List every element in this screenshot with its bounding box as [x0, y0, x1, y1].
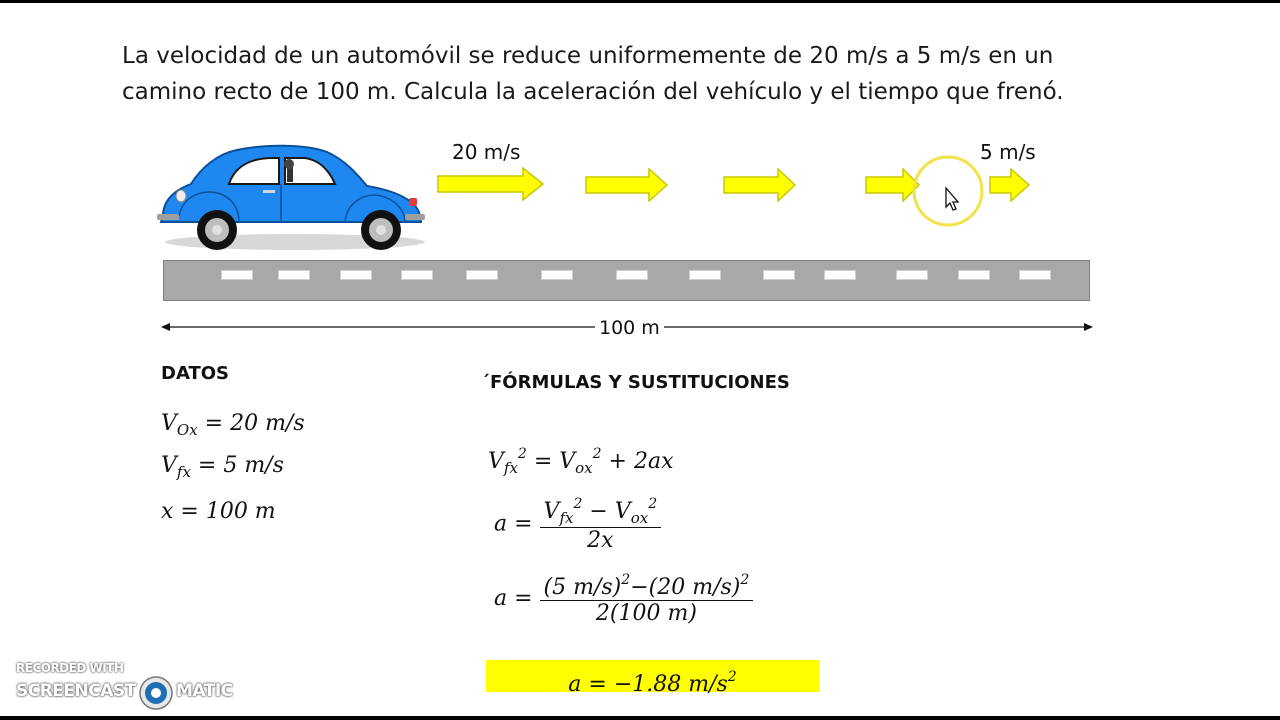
sub-num-minus: − — [630, 575, 649, 600]
formula-equals: = — [526, 449, 560, 474]
initial-velocity-equation — [161, 411, 305, 439]
lane-dash — [466, 270, 498, 280]
acc-num-minus: − — [582, 499, 615, 524]
watermark-brand-a: SCREENCAST — [16, 681, 136, 701]
acceleration-formula — [494, 496, 661, 553]
lane-dash — [616, 270, 648, 280]
velocity-arrow-2-icon — [585, 168, 669, 202]
datos-heading: DATOS — [161, 363, 230, 384]
cursor-highlight-icon — [912, 155, 986, 229]
formula-rest: + 2ax — [601, 449, 674, 474]
lane-dash — [1019, 270, 1051, 280]
problem-line-1: La velocidad de un automóvil se reduce uniformemente de 20 m/s a 5 m/s en un — [122, 43, 1054, 69]
sub-num-a-exp: 2 — [621, 572, 631, 588]
acc-numerator — [540, 496, 662, 528]
bottom-frame-bar — [0, 716, 1280, 720]
result-exponent: 2 — [727, 669, 737, 685]
lane-dash — [340, 270, 372, 280]
top-frame-bar — [0, 0, 1280, 3]
substitution-formula — [494, 572, 753, 626]
distance-equation: x = 100 m — [161, 499, 276, 524]
watermark-brand-b: MATIC — [176, 681, 233, 701]
road — [163, 260, 1090, 301]
result-value: a = −1.88 m/s — [568, 672, 728, 697]
problem-statement — [122, 38, 1162, 110]
lane-dash — [896, 270, 928, 280]
sub-denominator: 2(100 m) — [595, 601, 697, 626]
formula-vf-sub: fx — [503, 459, 518, 477]
formula-vf-exp: 2 — [517, 446, 527, 462]
lane-dash — [824, 270, 856, 280]
sub-num-a: (5 m/s) — [543, 575, 622, 600]
formula-vo-sub: ox — [575, 459, 593, 477]
car-icon — [155, 138, 427, 256]
lane-dash — [958, 270, 990, 280]
lane-dash — [221, 270, 253, 280]
acc-num-vf: V — [543, 499, 560, 524]
sub-numerator — [540, 572, 754, 601]
sub-fraction — [540, 572, 754, 626]
lane-dash — [278, 270, 310, 280]
vf-value: = 5 m/s — [197, 453, 284, 478]
watermark-recorded-text: RECORDED WITH — [16, 661, 124, 675]
acc-fraction — [540, 496, 662, 553]
acc-num-vf-exp: 2 — [573, 496, 583, 512]
acc-lhs: a = — [494, 511, 540, 537]
initial-speed-label: 20 m/s — [452, 140, 521, 164]
acc-num-vf-sub: fx — [559, 509, 574, 527]
sub-num-b: (20 m/s) — [648, 575, 741, 600]
formulas-heading: ´FÓRMULAS Y SUSTITUCIONES — [481, 372, 790, 393]
lane-dash — [401, 270, 433, 280]
vf-subscript: fx — [176, 463, 191, 481]
sub-num-b-exp: 2 — [740, 572, 750, 588]
acc-num-vo-sub: ox — [630, 509, 649, 527]
velocity-arrow-5-icon — [989, 168, 1031, 202]
lane-dash — [689, 270, 721, 280]
lane-dash — [763, 270, 795, 280]
distance-label: 100 m — [595, 317, 664, 339]
v0-symbol: V — [161, 411, 177, 436]
formula-vo: V — [559, 449, 576, 474]
final-velocity-equation — [161, 453, 284, 481]
formula-vo-exp: 2 — [592, 446, 602, 462]
lane-dash — [541, 270, 573, 280]
formula-vf: V — [488, 449, 504, 474]
acc-denominator: 2x — [587, 528, 614, 553]
result-highlight — [486, 660, 819, 697]
sub-lhs: a = — [494, 586, 540, 611]
v0-subscript: Ox — [176, 421, 198, 439]
problem-line-2: camino recto de 100 m. Calcula la aceleración del vehículo y el tiempo que frenó. — [122, 79, 1064, 105]
vf-symbol: V — [161, 453, 177, 478]
screencast-logo-icon — [138, 675, 174, 711]
kinematic-formula — [488, 446, 674, 477]
acc-num-vo-exp: 2 — [648, 496, 658, 512]
v0-value: = 20 m/s — [204, 411, 305, 436]
acc-num-vo: V — [614, 499, 631, 524]
velocity-arrow-1-icon — [437, 166, 545, 202]
final-speed-label: 5 m/s — [980, 140, 1036, 164]
velocity-arrow-3-icon — [723, 168, 797, 202]
